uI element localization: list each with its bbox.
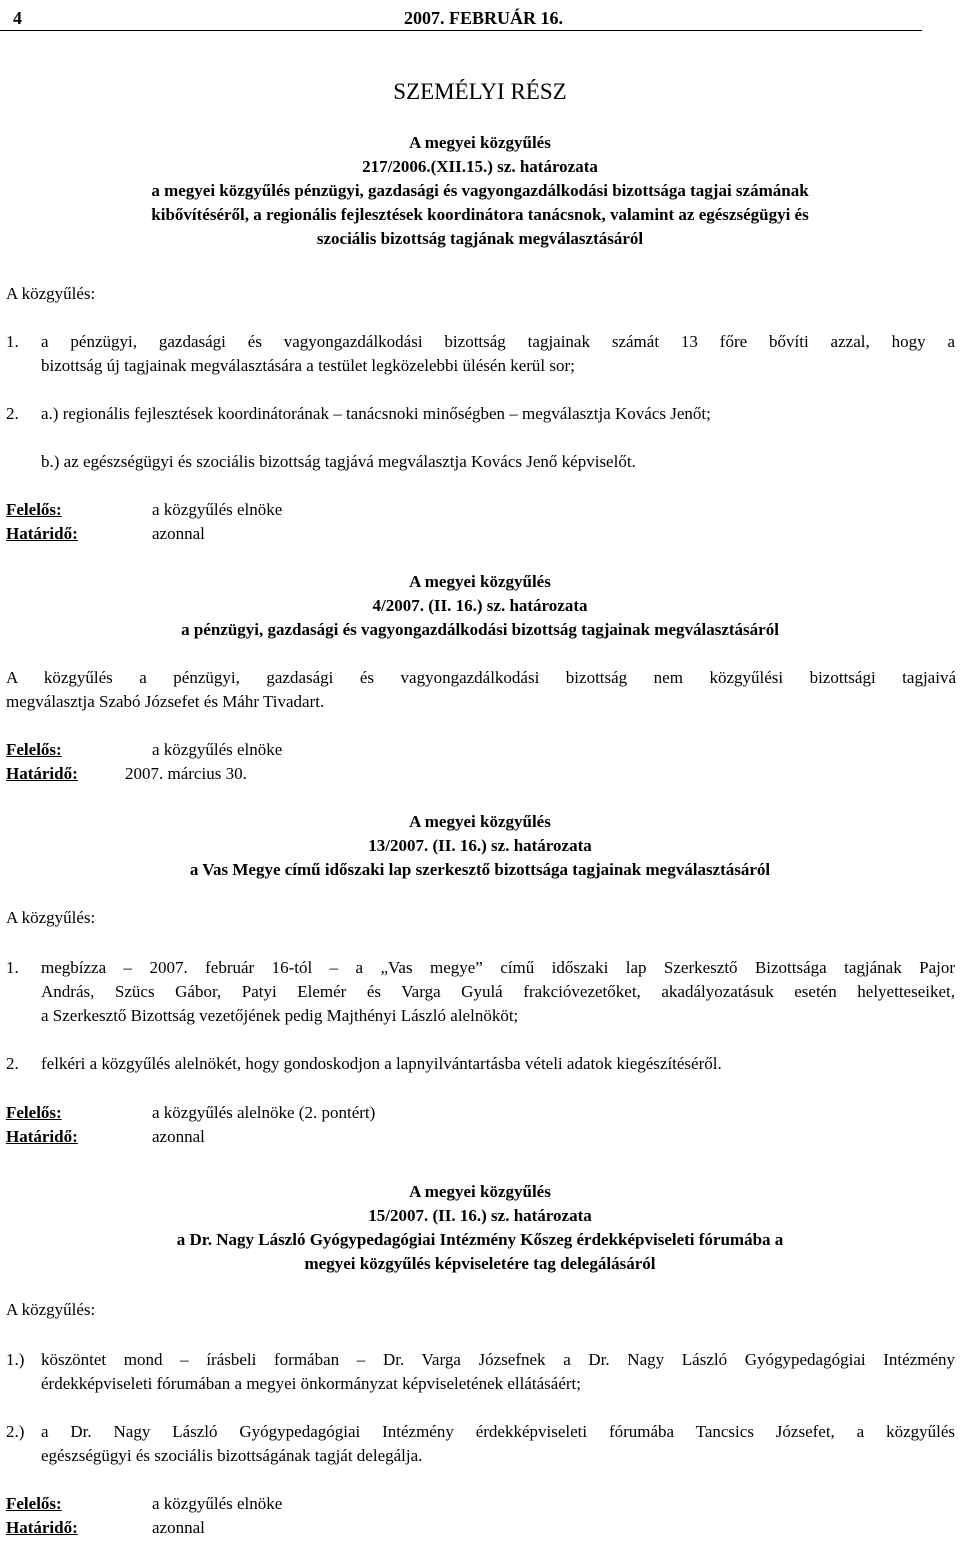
- r2-deadline-label: Határidő:: [6, 764, 78, 783]
- r4-title-line: a Dr. Nagy László Gyógypedagógiai Intézmény Kőszeg érdekképviseleti fórumába a: [176, 1230, 784, 1249]
- r1-item-text: a.) regionális fejlesztések koordinátorának – tanácsnoki minőségben – megválasztja Kovács Jenőt;: [41, 404, 711, 423]
- r3-responsible-value: a közgyűlés alelnöke (2. pontért): [152, 1103, 376, 1122]
- r3-deadline-label: Határidő:: [6, 1127, 78, 1146]
- r3-item-number: 1.: [6, 958, 19, 977]
- r1-responsible-value: a közgyűlés elnöke: [152, 500, 283, 519]
- r4-item-number: 2.): [6, 1422, 25, 1441]
- r3-number: 13/2007. (II. 16.) sz. határozata: [368, 836, 592, 855]
- r1-item-text: b.) az egészségügyi és szociális bizottság tagjává megválasztja Kovács Jenő képviselőt.: [41, 452, 636, 471]
- r1-deadline-value: azonnal: [152, 524, 205, 543]
- r4-item-number: 1.): [6, 1350, 25, 1369]
- r2-text: megválasztja Szabó Józsefet és Máhr Tivadart.: [6, 692, 325, 711]
- r4-title-line: megyei közgyűlés képviseletére tag delegálásáról: [304, 1254, 656, 1273]
- r1-title-line: kibővítéséről, a regionális fejlesztések koordinátora tanácsnok, valamint az egészségügyi és: [151, 205, 809, 224]
- r1-item-text: bizottság új tagjainak megválasztására a testület legközelebbi ülésén kerül sor;: [41, 356, 575, 375]
- r1-body: A megyei közgyűlés: [409, 133, 551, 152]
- r3-item-text: megbízza – 2007. február 16-tól – a „Vas megye” című időszaki lap Szerkesztő Bizottsága tagjának Pajor: [41, 958, 955, 977]
- r4-responsible-label: Felelős:: [6, 1494, 62, 1513]
- r2-number: 4/2007. (II. 16.) sz. határozata: [372, 596, 588, 615]
- r4-item-text: egészségügyi és szociális bizottságának tagját delegálja.: [41, 1446, 423, 1465]
- r1-title-line: szociális bizottság tagjának megválasztásáról: [316, 229, 644, 248]
- r1-item-text: a pénzügyi, gazdasági és vagyongazdálkodási bizottság tagjainak számát 13 főre bővíti azzal, hogy a: [41, 332, 955, 351]
- r1-deadline-label: Határidő:: [6, 524, 78, 543]
- r3-item-number: 2.: [6, 1054, 19, 1073]
- r2-responsible-label: Felelős:: [6, 740, 62, 759]
- page-header: [0, 4, 922, 31]
- header-date: 2007. FEBRUÁR 16.: [404, 8, 564, 28]
- r4-deadline-label: Határidő:: [6, 1518, 78, 1537]
- r4-item-text: köszöntet mond – írásbeli formában – Dr. Varga Józsefnek a Dr. Nagy László Gyógypedagógiai Intézmény: [41, 1350, 955, 1369]
- r3-title: a Vas Megye című időszaki lap szerkesztő bizottsága tagjainak megválasztásáról: [189, 860, 771, 879]
- section-title: SZEMÉLYI RÉSZ: [393, 79, 567, 104]
- page-number: 4: [13, 8, 22, 28]
- r1-intro: A közgyűlés:: [6, 284, 96, 303]
- r4-item-text: érdekképviseleti fórumában a megyei önkormányzat képviseletének ellátásáért;: [41, 1374, 581, 1393]
- r1-responsible-label: Felelős:: [6, 500, 62, 519]
- r3-item-text: a Szerkesztő Bizottság vezetőjének pedig Majthényi László alelnököt;: [41, 1006, 519, 1025]
- r1-number: 217/2006.(XII.15.) sz. határozata: [362, 157, 598, 176]
- r1-item-number: 1.: [6, 332, 19, 351]
- r3-responsible-label: Felelős:: [6, 1103, 62, 1122]
- r3-item-text: felkéri a közgyűlés alelnökét, hogy gondoskodjon a lapnyilvántartásba vételi adatok kiegészítéséről.: [41, 1054, 722, 1073]
- r1-item-number: 2.: [6, 404, 19, 423]
- r4-intro: A közgyűlés:: [6, 1300, 96, 1319]
- r4-item-text: a Dr. Nagy László Gyógypedagógiai Intézmény érdekképviseleti fórumába Tancsics Józsefet, a közgyűlés: [41, 1422, 955, 1441]
- r3-intro: A közgyűlés:: [6, 908, 96, 927]
- r2-title: a pénzügyi, gazdasági és vagyongazdálkodási bizottság tagjainak megválasztásáról: [181, 620, 779, 639]
- r2-body: A megyei közgyűlés: [409, 572, 551, 591]
- r2-responsible-value: a közgyűlés elnöke: [152, 740, 283, 759]
- r3-deadline-value: azonnal: [152, 1127, 205, 1146]
- r4-number: 15/2007. (II. 16.) sz. határozata: [368, 1206, 592, 1225]
- r4-body: A megyei közgyűlés: [409, 1182, 551, 1201]
- r2-deadline-value: 2007. március 30.: [125, 764, 247, 783]
- r4-deadline-value: azonnal: [152, 1518, 205, 1537]
- r1-title-line: a megyei közgyűlés pénzügyi, gazdasági és vagyongazdálkodási bizottsága tagjai számának: [151, 181, 809, 200]
- r4-responsible-value: a közgyűlés elnöke: [152, 1494, 283, 1513]
- r3-item-text: András, Szücs Gábor, Patyi Elemér és Varga Gyulá frakcióvezetőket, akadályozatásuk esetén helyetteseiket,: [41, 982, 955, 1001]
- r2-text: A közgyűlés a pénzügyi, gazdasági és vagyongazdálkodási bizottság nem közgyűlési bizottsági tagjaivá: [6, 668, 956, 687]
- r3-body: A megyei közgyűlés: [409, 812, 551, 831]
